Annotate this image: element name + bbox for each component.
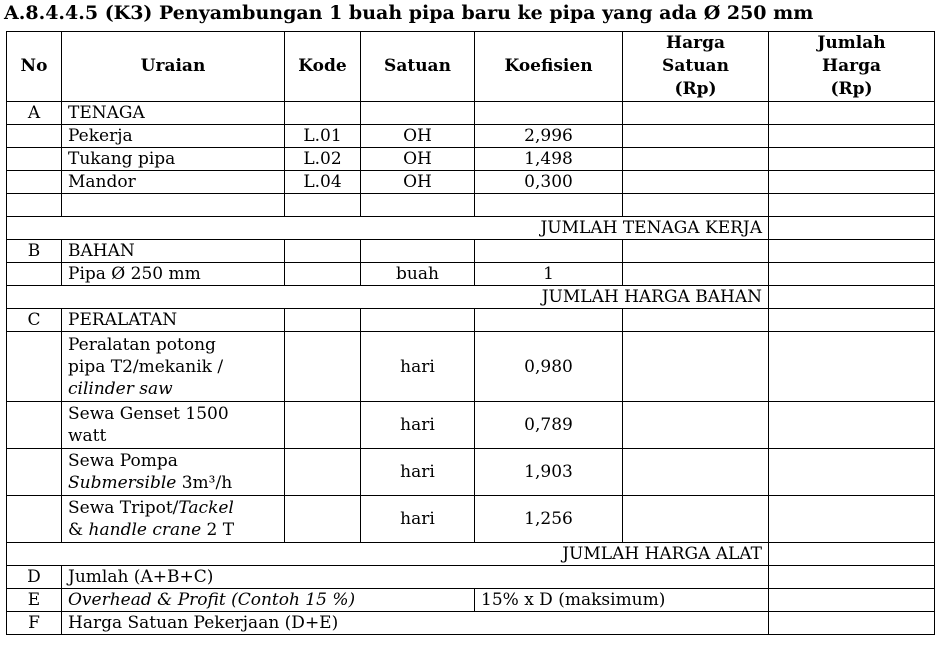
item-satuan: hari [361, 496, 475, 543]
item-satuan: hari [361, 449, 475, 496]
section-no: C [7, 309, 62, 332]
summary-label: Harga Satuan Pekerjaan (D+E) [62, 612, 769, 635]
item-koefisien: 0,300 [475, 171, 623, 194]
header-uraian: Uraian [62, 32, 285, 102]
item-koefisien: 1 [475, 263, 623, 286]
section-label: TENAGA [62, 102, 285, 125]
item-koefisien: 0,789 [475, 402, 623, 449]
item-uraian: Sewa Tripot/Tackel & handle crane 2 T [62, 496, 285, 543]
header-satuan: Satuan [361, 32, 475, 102]
item-uraian: Peralatan potong pipa T2/mekanik / cilinder saw [62, 332, 285, 402]
item-uraian: Pipa Ø 250 mm [62, 263, 285, 286]
item-kode: L.04 [285, 171, 361, 194]
item-satuan: hari [361, 402, 475, 449]
section-a-row [7, 102, 935, 125]
section-no: A [7, 102, 62, 125]
section-no: F [7, 612, 62, 635]
item-uraian: Sewa Pompa Submersible 3m³/h [62, 449, 285, 496]
empty-row [7, 194, 935, 217]
item-satuan: OH [361, 125, 475, 148]
summary-label: Overhead & Profit (Contoh 15 %) [62, 589, 475, 612]
price-analysis-table [6, 31, 935, 635]
summary-row-e [7, 589, 935, 612]
page-title: A.8.4.4.5 (K3) Penyambungan 1 buah pipa baru ke pipa yang ada Ø 250 mm [4, 2, 814, 24]
section-no: E [7, 589, 62, 612]
section-no: D [7, 566, 62, 589]
section-label: PERALATAN [62, 309, 285, 332]
table-row [7, 402, 935, 449]
item-koefisien: 2,996 [475, 125, 623, 148]
total-label: JUMLAH HARGA ALAT [7, 543, 769, 566]
item-uraian: Tukang pipa [62, 148, 285, 171]
item-kode [285, 263, 361, 286]
table-row [7, 332, 935, 402]
section-c-row [7, 309, 935, 332]
table-header-row [7, 32, 935, 102]
header-harga-satuan: Harga Satuan (Rp) [623, 32, 769, 102]
header-jumlah-harga: Jumlah Harga (Rp) [769, 32, 935, 102]
summary-row-d [7, 566, 935, 589]
item-kode: L.02 [285, 148, 361, 171]
header-kode: Kode [285, 32, 361, 102]
header-koefisien: Koefisien [475, 32, 623, 102]
table-row [7, 125, 935, 148]
item-kode: L.01 [285, 125, 361, 148]
section-no: B [7, 240, 62, 263]
item-satuan: OH [361, 171, 475, 194]
section-b-row [7, 240, 935, 263]
item-uraian: Sewa Genset 1500 watt [62, 402, 285, 449]
item-uraian: Pekerja [62, 125, 285, 148]
table-row [7, 148, 935, 171]
item-koefisien: 1,498 [475, 148, 623, 171]
total-row [7, 217, 935, 240]
total-label: JUMLAH TENAGA KERJA [7, 217, 769, 240]
section-label: BAHAN [62, 240, 285, 263]
table-row [7, 263, 935, 286]
item-koefisien: 1,903 [475, 449, 623, 496]
summary-value: 15% x D (maksimum) [475, 589, 769, 612]
item-uraian: Mandor [62, 171, 285, 194]
summary-label: Jumlah (A+B+C) [62, 566, 769, 589]
table-row [7, 171, 935, 194]
table-row [7, 496, 935, 543]
table-row [7, 449, 935, 496]
item-satuan: buah [361, 263, 475, 286]
item-koefisien: 1,256 [475, 496, 623, 543]
total-row [7, 286, 935, 309]
item-satuan: hari [361, 332, 475, 402]
summary-row-f [7, 612, 935, 635]
total-label: JUMLAH HARGA BAHAN [7, 286, 769, 309]
item-koefisien: 0,980 [475, 332, 623, 402]
header-no: No [7, 32, 62, 102]
total-row [7, 543, 935, 566]
item-satuan: OH [361, 148, 475, 171]
